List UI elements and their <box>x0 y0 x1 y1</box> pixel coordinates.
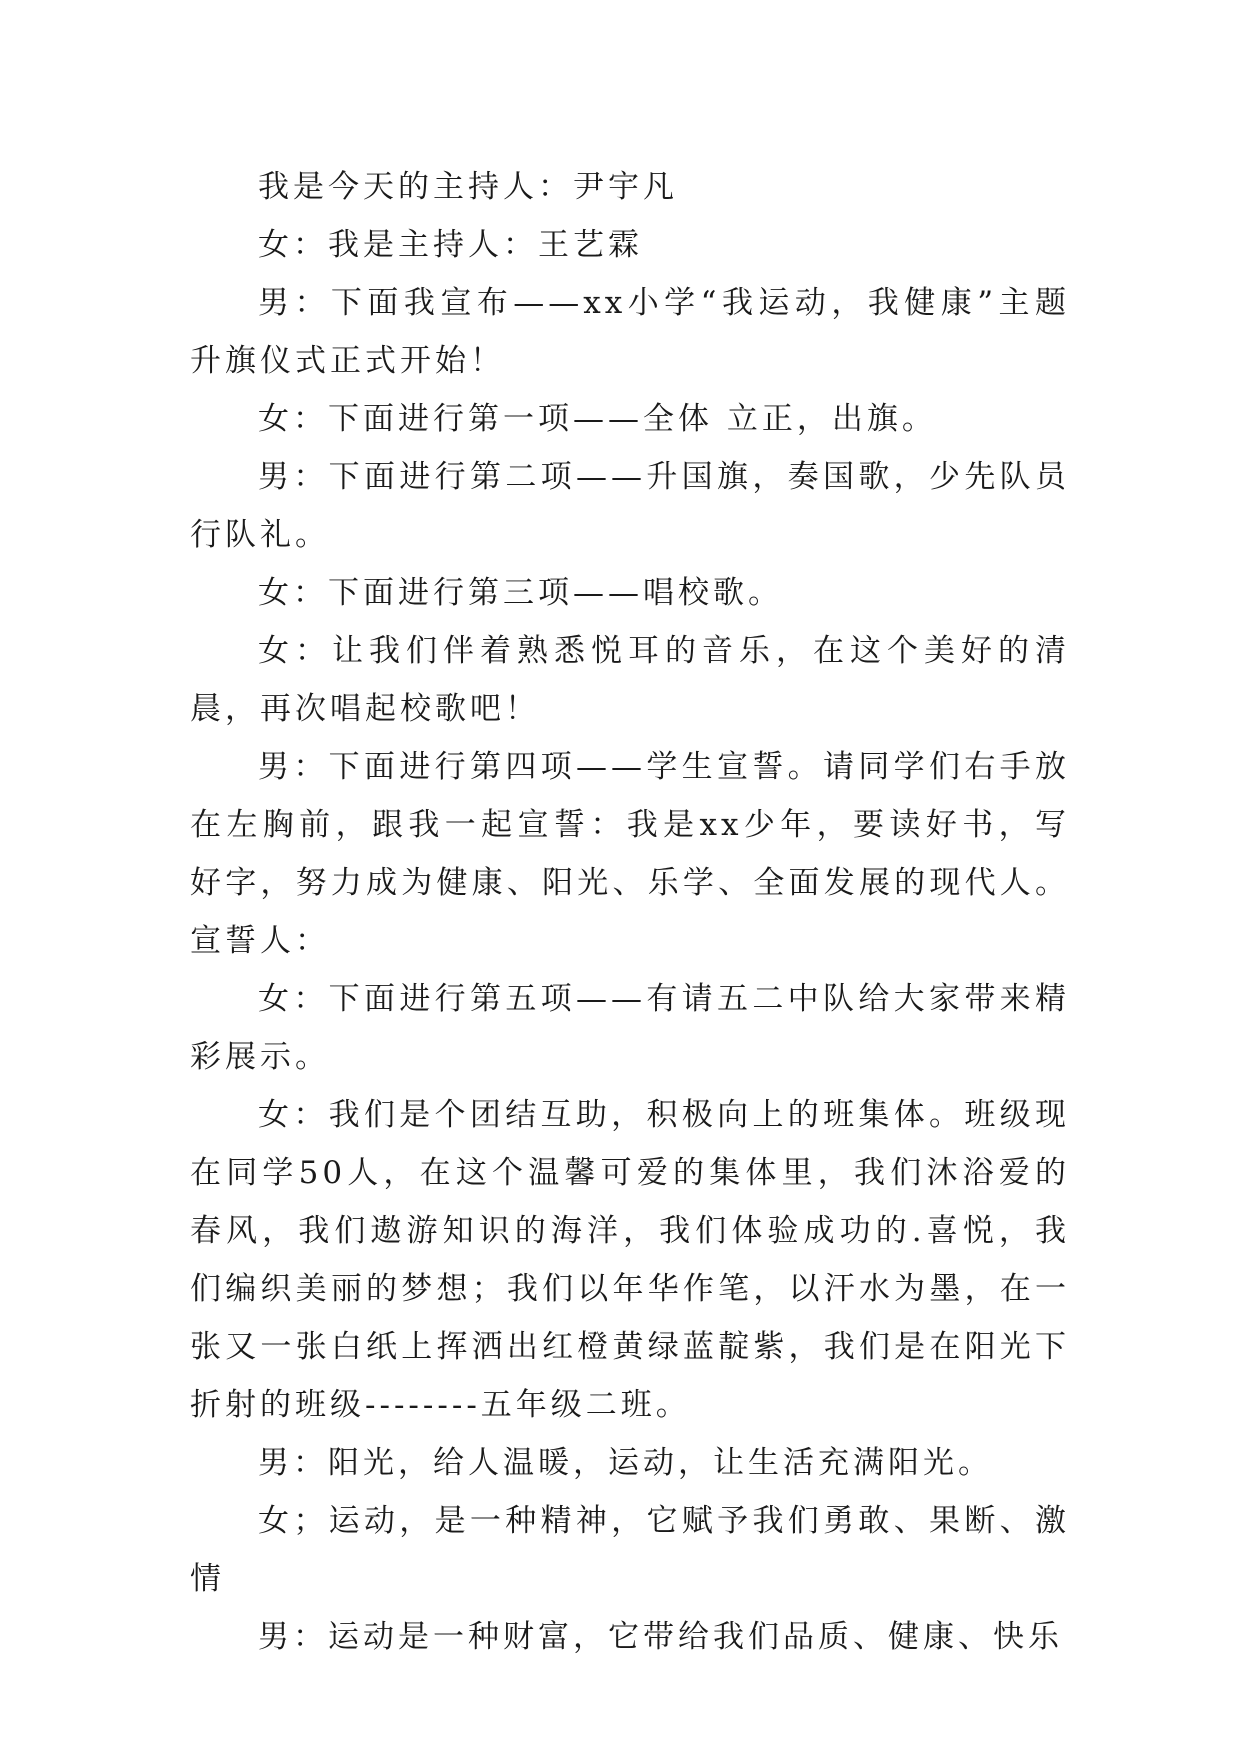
paragraph-item-five: 女：下面进行第五项——有请五二中队给大家带来精彩展示。 <box>190 981 1070 1075</box>
paragraph-spirit: 女；运动，是一种精神，它赋予我们勇敢、果断、激情 <box>190 1503 1070 1597</box>
paragraph-sunshine: 男：阳光，给人温暖，运动，让生活充满阳光。 <box>258 1445 993 1481</box>
document-body <box>190 158 1070 1666</box>
paragraph-item-four: 男：下面进行第四项——学生宣誓。请同学们右手放在左胸前，跟我一起宣誓：我是xx少年，要读好书，写好字，努力成为健康、阳光、乐学、全面发展的现代人。 宣誓人： <box>190 749 1070 959</box>
paragraph-school-song: 女：让我们伴着熟悉悦耳的音乐，在这个美好的清晨，再次唱起校歌吧！ <box>190 633 1070 727</box>
paragraph-host-intro-male: 我是今天的主持人：尹宇凡 <box>258 169 678 205</box>
paragraph-item-three: 女：下面进行第三项——唱校歌。 <box>258 575 783 611</box>
paragraph-host-intro-female: 女：我是主持人：王艺霖 <box>258 227 643 263</box>
paragraph-item-two: 男：下面进行第二项——升国旗，奏国歌，少先队员行队礼。 <box>190 459 1070 553</box>
paragraph-ceremony-start: 男：下面我宣布——xx小学“我运动，我健康”主题升旗仪式正式开始！ <box>190 285 1070 379</box>
paragraph-item-one: 女：下面进行第一项——全体 立正，出旗。 <box>258 401 937 437</box>
paragraph-wealth: 男：运动是一种财富，它带给我们品质、健康、快乐 <box>258 1619 1063 1655</box>
paragraph-class-intro: 女：我们是个团结互助，积极向上的班集体。班级现在同学50人，在这个温馨可爱的集体里，我们沐浴爱的春风，我们遨游知识的海洋，我们体验成功的.喜悦，我们编织美丽的梦想；我们以年华作笔，以汗水为墨，在一张又一张白纸上挥洒出红橙黄绿蓝靛紫，我们是在阳光下折射的班级--------五年级二班。 <box>190 1097 1070 1423</box>
